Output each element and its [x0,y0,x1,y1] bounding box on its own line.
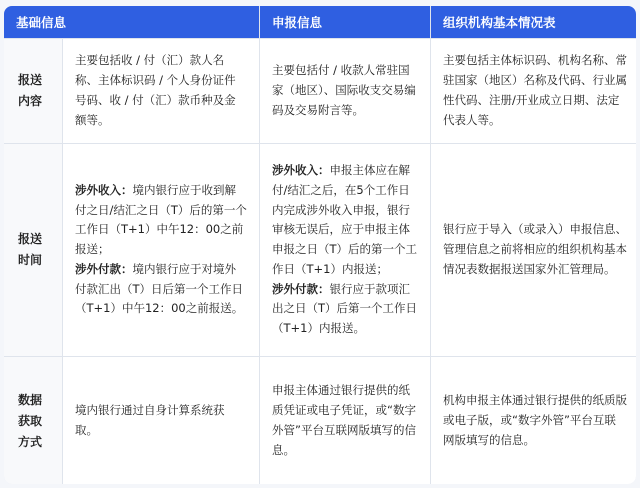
row-label-content [4,39,62,143]
cell-method-org [431,357,636,484]
header-basic-info: 基础信息 [4,6,259,38]
cell-text [75,181,247,319]
cell-method-report [260,357,430,484]
cell-text [272,161,418,339]
payment-text: 银行应于款项汇出之日（T）后第一个工作日（T+1）内报送。 [272,281,418,336]
row-label-time [4,144,62,356]
payment-text: 境内银行应于对境外付款汇出（T）日后第一个工作日（T+1）中午12：00之前报送。 [75,261,244,316]
header-report-info: 申报信息 [260,6,430,38]
income-label: 涉外收入： [272,163,330,178]
payment-label: 涉外付款： [272,281,330,296]
reporting-info-table [4,6,636,484]
cell-text: 机构申报主体通过银行提供的纸质版或电子版，或“数字外管”平台互联网版填写的信息。 [443,393,627,447]
row-label-method [4,357,62,484]
cell-time-org [431,144,636,356]
cell-text: 银行应于导入（或录入）申报信息、管理信息之前将相应的组织机构基本情况表数据报送国家外汇管理局。 [443,222,627,276]
cell-content-basic [63,39,259,143]
cell-text: 境内银行通过自身计算系统获取。 [75,403,225,437]
cell-content-report [260,39,430,143]
cell-time-basic [63,144,259,356]
cell-content-org [431,39,636,143]
cell-text: 主要包括付 / 收款人常驻国家（地区）、国际收支交易编码及交易附言等。 [272,63,416,117]
income-text: 申报主体应在解付/结汇之后，在5个工作日内完成涉外收入申报，银行审核无误后，应于申报主体申报之日（T）后的第一个工作日（T+1）内报送； [272,163,418,276]
header-org-info: 组织机构基本情况表 [431,6,636,38]
cell-text: 主要包括收 / 付（汇）款人名称、主体标识码 / 个人身份证件号码、收 / 付（汇）款币种及金额等。 [75,53,236,127]
income-label: 涉外收入： [75,182,133,197]
payment-label: 涉外付款： [75,261,133,276]
cell-time-report [260,144,430,356]
cell-text: 主要包括主体标识码、机构名称、常驻国家（地区）名称及代码、行业属性代码、注册/开业成立日期、法定代表人等。 [443,53,627,127]
cell-method-basic [63,357,259,484]
row-label-text: 报送内容 [18,73,43,108]
row-label-text: 数据获取方式 [18,392,43,449]
income-text: 境内银行应于收到解付之日/结汇之日（T）后的第一个工作日（T+1）中午12：00之前报送； [75,182,247,257]
cell-text: 申报主体通过银行提供的纸质凭证或电子凭证，或“数字外管”平台互联网版填写的信息。 [272,383,416,457]
row-label-text: 报送时间 [18,232,43,267]
